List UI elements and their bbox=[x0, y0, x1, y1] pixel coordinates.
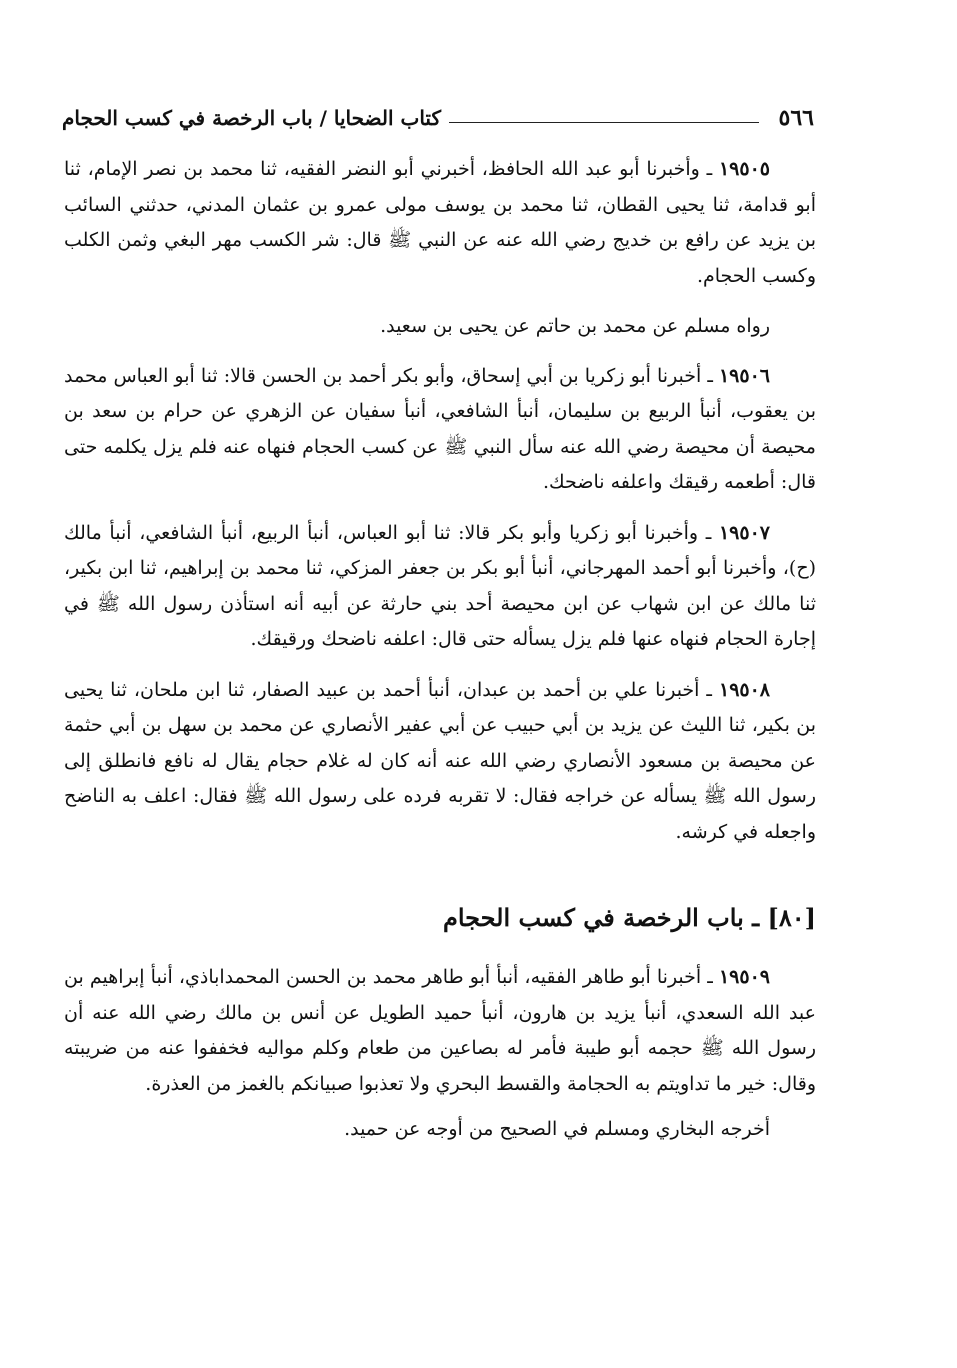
hadith-text: ـ أخبرنا علي بن أحمد بن عبدان، أنبأ أحمد بن عبيد الصفار، ثنا ابن ملحان، ثنا يحيى بن بكير، ثنا الليث عن يزيد بن أبي حبيب عن أبي عفير الأنصاري عن محمد بن سهل بن أبي حثمة عن محيصة بن مسعود الأنصاري رضي الله عنه أنه كان له غلام حجام يقال له نافع فانطلق إلى رسول الله ﷺ يسأله عن خراجه فقال: لا تقربه فرده على رسول الله ﷺ فقال: اعلف به الناضح واجعله في كرشه. bbox=[64, 678, 816, 843]
hadith-number: ١٩٥٠٩ bbox=[718, 966, 770, 988]
header-rule bbox=[449, 122, 759, 123]
hadith-text: ـ أخبرنا أبو زكريا بن أبي إسحاق، وأبو بكر أحمد بن الحسن قالا: ثنا أبو العباس محمد بن يعقوب، أنبأ الربيع بن سليمان، أنبأ الشافعي، أنبأ سفيان عن الزهري عن حرام بن سعد بن محيصة أن محيصة رضي الله عنه سأل النبي ﷺ عن كسب الحجام فنهاه عنه فلم يزل يكلمه حتى قال: أطعمه رقيقك واعلفه ناضحك. bbox=[64, 364, 816, 493]
hadith-19505 bbox=[64, 152, 816, 294]
hadith-text: ـ وأخبرنا أبو عبد الله الحافظ، أخبرني أبو النضر الفقيه، ثنا محمد بن نصر الإمام، ثنا أبو قدامة، ثنا يحيى القطان، ثنا محمد بن يوسف مولى عمرو بن عثمان المدني، حدثني السائب بن يزيد عن رافع بن خديج رضي الله عنه عن النبي ﷺ قال: شر الكسب مهر البغي وثمن الكلب وكسب الحجام. bbox=[64, 158, 816, 287]
page-header bbox=[62, 98, 814, 138]
hadith-19507 bbox=[64, 516, 816, 658]
hadith-19508 bbox=[64, 673, 816, 851]
hadith-19509 bbox=[64, 960, 816, 1102]
hadith-source-note: رواه مسلم عن محمد بن حاتم عن يحيى بن سعيد. bbox=[380, 315, 770, 337]
hadith-number: ١٩٥٠٥ bbox=[718, 158, 770, 180]
page-number: ٥٦٦ bbox=[778, 105, 814, 131]
hadith-number: ١٩٥٠٧ bbox=[718, 521, 770, 544]
chapter-heading: [٨٠] ـ باب الرخصة في كسب الحجام bbox=[443, 903, 816, 932]
hadith-text: ـ وأخبرنا أبو زكريا وأبو بكر قالا: ثنا أبو العباس، أنبأ الربيع، أنبأ الشافعي، أنبأ مالك (ح)، وأخبرنا أبو أحمد المهرجاني، أنبأ أبو بكر بن جعفر المزكي، ثنا محمد بن إبراهيم، ثنا ابن بكير، ثنا مالك عن ابن شهاب عن ابن محيصة أحد بني حارثة عن أبيه أنه استأذن رسول الله ﷺ في إجارة الحجام فنهاه عنها فلم يزل يسأله حتى قال: اعلفه ناضحك ورقيقك. bbox=[64, 521, 816, 650]
hadith-number: ١٩٥٠٨ bbox=[718, 678, 771, 701]
hadith-text: ـ أخبرنا أبو طاهر الفقيه، أنبأ أبو طاهر محمد بن الحسن المحمداباذي، أنبأ إبراهيم بن عبد الله السعدي، أنبأ يزيد بن هارون، أنبأ حميد الطويل عن أنس بن مالك رضي الله عنه أن رسول الله ﷺ حجمه أبو طيبة فأمر له بصاعين من طعام وكلم مواليه فخففوا عنه من ضريبته وقال: خير ما تداويتم به الحجامة والقسط البحري ولا تعذبوا صبيانكم بالغمز من العذرة. bbox=[64, 966, 816, 1095]
hadith-number: ١٩٥٠٦ bbox=[718, 364, 770, 387]
hadith-source-note: أخرجه البخاري ومسلم في الصحيح من أوجه عن حميد. bbox=[344, 1118, 770, 1140]
page-body bbox=[64, 152, 816, 1162]
running-title: كتاب الضحايا / باب الرخصة في كسب الحجام bbox=[62, 106, 441, 130]
hadith-19506 bbox=[64, 359, 816, 501]
